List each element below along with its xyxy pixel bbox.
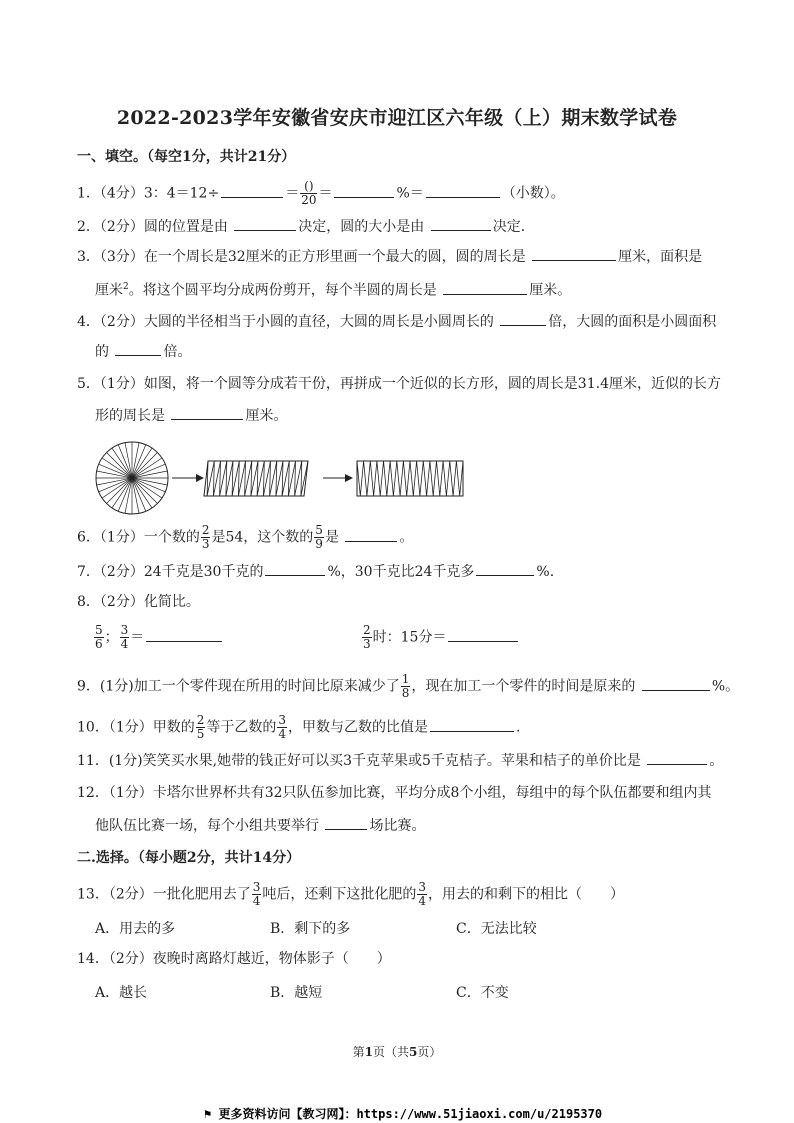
approximate-rectangle-2 [357, 461, 463, 496]
answer-blank[interactable] [221, 183, 283, 198]
q6-text-c: 是 [324, 529, 344, 546]
question-4 [77, 311, 716, 332]
q3-text-c: 厘米 [95, 282, 123, 299]
q12-text-b: 场比赛。 [369, 818, 426, 834]
fraction: $\frac{3}{4}$ [278, 713, 287, 741]
q3-text-b: 厘米，面积是 [618, 249, 703, 265]
answer-blank[interactable] [146, 627, 222, 642]
q6-text-d: 。 [399, 529, 414, 546]
q4-text-d: 倍。 [163, 344, 192, 360]
fraction: $\frac{3}{4}$ [120, 623, 129, 651]
arrow-icon [323, 474, 353, 482]
q4-text-c: 的 [95, 344, 114, 360]
question-10 [77, 714, 520, 741]
q3-text-a: 3．（3分）在一个周长是32厘米的正方形里画一个最大的圆，圆的周长是 [77, 249, 531, 265]
divided-circle [96, 442, 168, 514]
answer-blank[interactable] [430, 717, 514, 732]
question-5-line-2 [95, 405, 287, 426]
answer-blank[interactable] [345, 527, 397, 542]
question-8-part-2 [361, 624, 520, 651]
q4-text-a: 4．（2分）大圆的半径相当于小圆的直径，大圆的周长是小圆周长的 [77, 314, 499, 330]
fraction: $\frac{1}{8}$ [401, 672, 410, 700]
q10-text-d: . [516, 719, 521, 736]
footer-total: 5 [409, 1045, 418, 1059]
answer-blank[interactable] [476, 561, 534, 576]
q2-text-c: 决定． [492, 219, 535, 235]
q1-text-a: 1．（4分）3：4＝12÷ [77, 185, 220, 202]
question-7 [77, 561, 554, 582]
answer-blank[interactable] [334, 183, 394, 198]
banner-text[interactable]: 更多资料访问【教习网】：https://www.51jiaoxi.com/u/2195370 [218, 1107, 603, 1121]
q4-text-b: 倍，大圆的面积是小圆面积 [548, 314, 717, 330]
section-heading-choice: 二.选择。（每小题2分，共计14分） [77, 850, 301, 866]
q7-text-b: %，30千克比24千克多 [327, 564, 475, 580]
q7-text-c: %. [536, 564, 555, 580]
answer-blank[interactable] [647, 750, 707, 765]
fraction: $\frac{3}{4}$ [252, 880, 261, 908]
q14-option-c[interactable]: C．不变 [456, 985, 509, 1001]
fraction: $\frac{2}{3}$ [363, 623, 371, 651]
flag-icon: ⚑ [204, 1107, 219, 1121]
q3-text-e: 厘米。 [529, 282, 572, 299]
approximate-rectangle-1 [204, 461, 308, 496]
question-12-line-2 [95, 815, 425, 836]
q14-option-a[interactable]: A．越长 [95, 985, 148, 1001]
fraction: $\frac{2}{5}$ [196, 713, 205, 741]
q10-text-b: 等于乙数的 [206, 719, 277, 736]
question-2 [77, 216, 535, 237]
question-8-part-1 [93, 624, 224, 651]
q9-text-c: %。 [711, 678, 740, 695]
answer-blank[interactable] [325, 815, 367, 830]
q8-separator: ； [104, 629, 119, 646]
q7-text-a: 7．（2分）24千克是30千克的 [77, 564, 264, 580]
question-1 [77, 180, 565, 207]
footer-text-a: 第 [352, 1045, 365, 1059]
answer-blank[interactable] [642, 676, 710, 691]
footer-page: 1 [364, 1045, 373, 1059]
fraction: $\frac{()}{20}$ [301, 179, 317, 207]
q1-text-c: ＝ [318, 185, 333, 202]
q1-text-e: （小数）。 [501, 185, 565, 202]
question-14: 14．（2分）夜晚时离路灯越近，物体影子（ ） [77, 951, 391, 967]
q13-option-b[interactable]: B．剩下的多 [270, 921, 351, 937]
question-3 [77, 246, 702, 267]
footer-text-c: 页） [417, 1045, 442, 1059]
circle-to-rectangle-figure [95, 440, 465, 522]
page-number [0, 1043, 794, 1060]
q12-text-a: 他队伍比赛一场，每个小组共要举行 [95, 818, 324, 834]
q3-text-d: 。将这个圆平均分成两份剪开，每个半圆的周长是 [128, 282, 442, 299]
section-heading-fill-in: 一、填空。（每空1分，共计21分） [77, 149, 296, 165]
q13-option-c[interactable]: C．无法比较 [456, 921, 537, 937]
answer-blank[interactable] [171, 405, 243, 420]
q11-text-a: 11．(1分)笑笑买水果,她带的钱正好可以买3千克苹果或5千克桔子。苹果和桔子的单价比是 [77, 753, 646, 769]
answer-blank[interactable] [265, 561, 325, 576]
question-4-line-2 [95, 341, 191, 362]
q13-text-a: 13．（2分）一批化肥用去了 [77, 886, 251, 903]
page-title: 2022-2023学年安徽省安庆市迎江区六年级（上）期末数学试卷 [116, 107, 678, 129]
q8-equals: ＝ [130, 629, 145, 646]
q11-text-b: 。 [709, 753, 724, 769]
question-3-line-2 [95, 277, 571, 301]
q5-text-b: 厘米。 [245, 408, 288, 424]
resource-banner[interactable] [204, 1105, 602, 1122]
question-8: 8．（2分）化简比。 [77, 594, 200, 610]
q1-text-b: ＝ [285, 185, 300, 202]
q14-option-b[interactable]: B．越短 [270, 985, 323, 1001]
q10-text-a: 10．（1分）甲数的 [77, 719, 195, 736]
question-9 [77, 673, 739, 700]
question-11 [77, 750, 723, 771]
fraction: $\frac{3}{4}$ [418, 880, 427, 908]
answer-blank[interactable] [426, 183, 500, 198]
question-6 [77, 524, 413, 551]
fraction: $\frac{5}{9}$ [315, 523, 323, 551]
arrow-icon [172, 474, 204, 482]
q8-text-b: 时：15分＝ [372, 629, 447, 646]
superscript-2: 2 [123, 282, 129, 292]
answer-blank[interactable] [532, 246, 616, 261]
q6-text-b: 是54，这个数的 [211, 529, 314, 546]
answer-blank[interactable] [443, 280, 527, 295]
answer-blank[interactable] [500, 311, 546, 326]
answer-blank[interactable] [431, 216, 491, 231]
q2-text-b: 决定，圆的大小是由 [298, 219, 429, 235]
answer-blank[interactable] [448, 627, 518, 642]
footer-text-b: 页（共 [372, 1045, 409, 1059]
q10-text-c: ，甲数与乙数的比值是 [288, 719, 429, 736]
q13-option-a[interactable]: A．用去的多 [95, 921, 176, 937]
q13-text-c: ，用去的和剩下的相比（ ） [428, 886, 625, 903]
question-5: 5．（1分）如图，将一个圆等分成若干份，再拼成一个近似的长方形，圆的周长是31.4厘米，近似的长方 [77, 376, 721, 392]
fraction: $\frac{5}{6}$ [95, 623, 103, 651]
q13-text-b: 吨后，还剩下这批化肥的 [262, 886, 417, 903]
q6-text-a: 6．（1分）一个数的 [77, 529, 200, 546]
answer-blank[interactable] [115, 341, 161, 356]
fraction: $\frac{2}{3}$ [201, 523, 210, 551]
answer-blank[interactable] [234, 216, 296, 231]
q9-text-a: 9．(1分)加工一个零件现在所用的时间比原来减少了 [77, 678, 400, 695]
q2-text-a: 2．（2分）圆的位置是由 [77, 219, 233, 235]
question-13 [77, 881, 624, 908]
q1-text-d: %＝ [396, 185, 424, 202]
question-12: 12．（1分）卡塔尔世界杯共有32只队伍参加比赛，平均分成8个小组，每组中的每个队伍都要和组内其 [77, 785, 712, 801]
q5-text-a: 形的周长是 [95, 408, 170, 424]
q9-text-b: ，现在加工一个零件的时间是原来的 [411, 678, 640, 695]
